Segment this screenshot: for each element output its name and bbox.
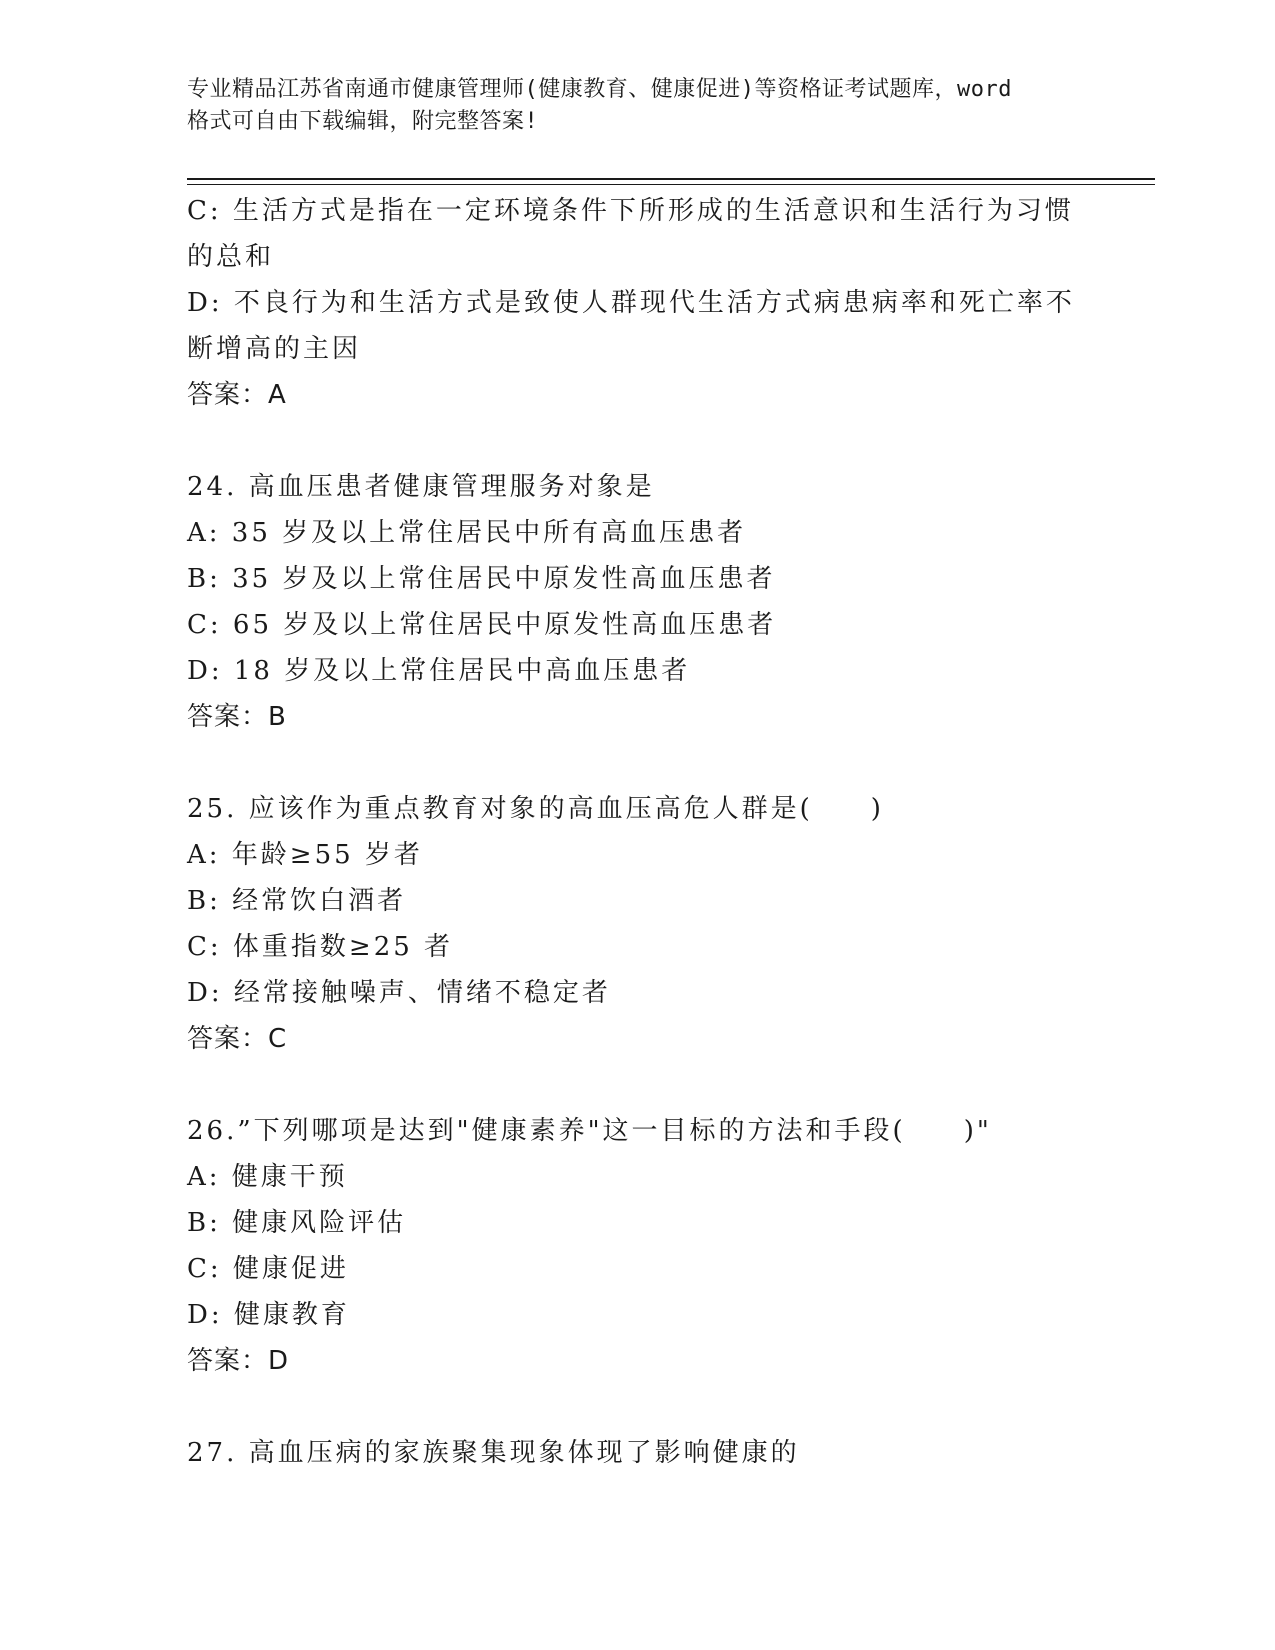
question-spacer (187, 1062, 1087, 1108)
header-divider-thin (187, 184, 1155, 185)
header-divider-thick (187, 178, 1155, 180)
header-line-2: 格式可自由下载编辑，附完整答案! (187, 109, 539, 134)
question-25 (187, 786, 1087, 1062)
option-c: C: 65 岁及以上常住居民中原发性高血压患者 (187, 610, 777, 640)
option-c: C: 体重指数≥25 者 (187, 932, 454, 962)
question-27 (187, 1430, 1087, 1476)
document-header (187, 74, 1087, 138)
answer-text: 答案：A (187, 380, 287, 410)
option-d: D: 经常接触噪声、情绪不稳定者 (187, 978, 611, 1008)
answer-text: 答案：C (187, 1024, 288, 1054)
question-stem: 27. 高血压病的家族聚集现象体现了影响健康的 (187, 1438, 800, 1468)
question-24 (187, 464, 1087, 740)
header-line-1: 专业精品江苏省南通市健康管理师(健康教育、健康促进)等资格证考试题库，word (187, 77, 1012, 102)
option-c-wrap: 的总和 (187, 242, 275, 272)
option-d-wrap: 断增高的主因 (187, 334, 362, 364)
answer-text: 答案：D (187, 1346, 290, 1376)
question-spacer (187, 418, 1087, 464)
option-a: A: 年龄≥55 岁者 (187, 840, 423, 870)
answer-text: 答案：B (187, 702, 287, 732)
option-b: B: 经常饮白酒者 (187, 886, 407, 916)
option-a: A: 健康干预 (187, 1162, 348, 1192)
option-a: A: 35 岁及以上常住居民中所有高血压患者 (187, 518, 747, 548)
question-stem: 26.”下列哪项是达到"健康素养"这一目标的方法和手段( )" (187, 1116, 992, 1146)
question-spacer (187, 740, 1087, 786)
question-list (187, 188, 1087, 1476)
option-c: C: 生活方式是指在一定环境条件下所形成的生活意识和生活行为习惯 (187, 196, 1074, 226)
question-stem: 24. 高血压患者健康管理服务对象是 (187, 472, 655, 502)
question-26 (187, 1108, 1087, 1384)
option-d: D: 18 岁及以上常住居民中高血压患者 (187, 656, 691, 686)
option-b: B: 健康风险评估 (187, 1208, 407, 1238)
option-c: C: 健康促进 (187, 1254, 349, 1284)
question-23-continuation (187, 188, 1087, 418)
option-b: B: 35 岁及以上常住居民中原发性高血压患者 (187, 564, 776, 594)
question-stem: 25. 应该作为重点教育对象的高血压高危人群是( ) (187, 794, 884, 824)
option-d: D: 健康教育 (187, 1300, 350, 1330)
option-d: D: 不良行为和生活方式是致使人群现代生活方式病患病率和死亡率不 (187, 288, 1075, 318)
question-spacer (187, 1384, 1087, 1430)
